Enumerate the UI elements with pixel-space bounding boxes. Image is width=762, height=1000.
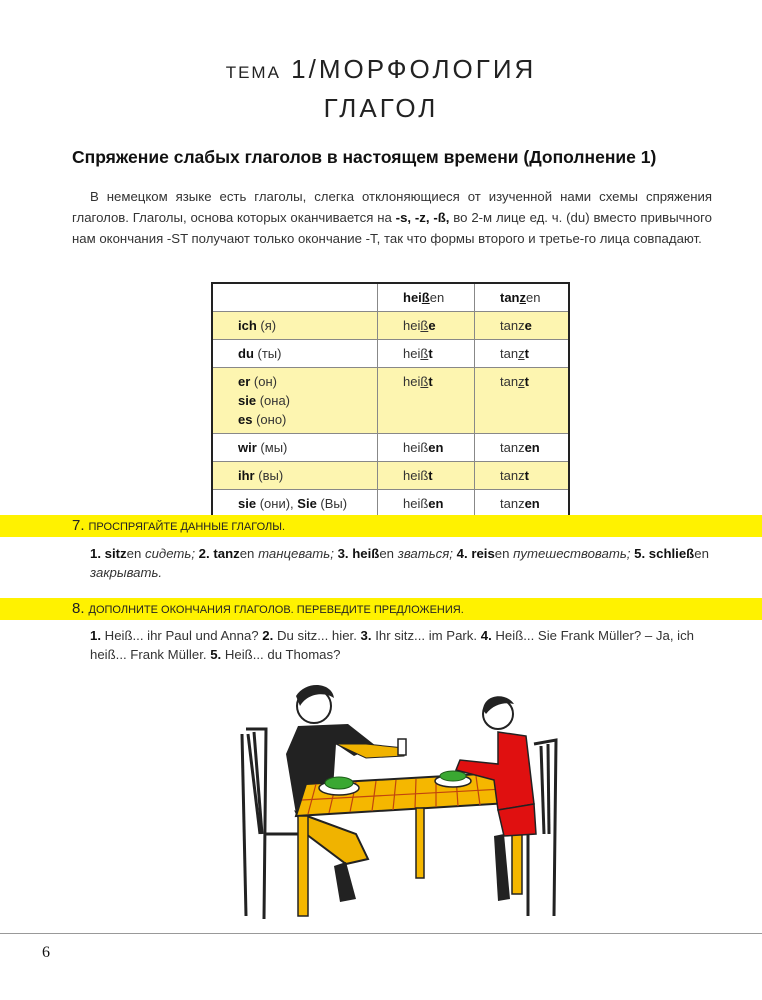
table-header-empty (212, 283, 378, 312)
table-row (212, 434, 569, 462)
title-prefix: ТЕМА (225, 63, 281, 82)
verb-cell (475, 312, 570, 340)
pronoun-ru: (ты) (257, 346, 282, 361)
verb-cell (475, 340, 570, 368)
verb-ending: en (126, 546, 142, 561)
verb-cell (475, 490, 570, 519)
translation: сидеть; (145, 546, 195, 561)
pronoun-ru: (вы) (258, 468, 284, 483)
item-number: 5. (210, 647, 222, 662)
verb-ending: t (428, 374, 433, 389)
pronoun-cell (212, 312, 378, 340)
item-number: 3. (337, 546, 349, 561)
exercise-8-text (90, 626, 710, 664)
verb-stem: tan (500, 374, 519, 389)
exercise-7-item (338, 546, 453, 561)
pronoun-de: er (238, 374, 251, 389)
pronoun-cell (212, 434, 378, 462)
verb-ending: t (524, 346, 529, 361)
verb-ending: en (524, 496, 540, 511)
translation: закрывать. (90, 565, 163, 580)
exercise-7-item (199, 546, 334, 561)
exercise-7-text (90, 544, 710, 582)
title-line2: ГЛАГОЛ (323, 93, 439, 123)
verb-stem: hei (403, 318, 421, 333)
item-number: 2. (198, 546, 210, 561)
exercise-7-item (457, 546, 631, 561)
verb-stem: schließ (648, 546, 695, 561)
verb-stem-final: z (518, 374, 525, 389)
pronoun-ru: (он) (253, 374, 277, 389)
exercise-8-bar (0, 598, 762, 620)
verb-cell (378, 312, 475, 340)
verb-ending: t (524, 468, 529, 483)
table-row (212, 340, 569, 368)
verb-stem: tanz (500, 468, 525, 483)
verb-ending: e (524, 318, 532, 333)
verb-ending: en (428, 496, 444, 511)
verb-cell (475, 368, 570, 434)
verb-ending: e (428, 318, 436, 333)
verb-stem: tan (500, 290, 520, 305)
verb-stem-final: ß (420, 346, 429, 361)
section-heading: Спряжение слабых глаголов в настоящем времени (Дополнение 1) (72, 147, 657, 167)
verb-stem-final: ß (420, 318, 429, 333)
sentence: Heiß... Sie Frank Müller? – Ja, ich heiß... Frank Müller. (90, 628, 695, 662)
item-number: 1. (90, 628, 101, 643)
pronoun-ru: (она) (259, 393, 291, 408)
table-header-verb (378, 283, 475, 312)
exercise-8-number: 8. (72, 600, 85, 617)
verb-cell (475, 462, 570, 490)
pronoun-ru: (Вы) (320, 496, 348, 511)
translation: путешествовать; (513, 546, 631, 561)
pronoun-de: es (238, 412, 253, 427)
exercise-7-item (90, 546, 195, 561)
title-main: 1/МОРФОЛОГИЯ (291, 54, 537, 84)
pronoun-cell (212, 340, 378, 368)
pronoun-de: sie (238, 496, 257, 511)
verb-stem-final: z (518, 346, 525, 361)
pronoun-de: sie (238, 393, 257, 408)
verb-stem-final: ß (421, 290, 430, 305)
verb-stem-final: z (519, 290, 526, 305)
verb-ending: en (379, 546, 395, 561)
exercise-8-item (262, 628, 357, 643)
item-number: 4. (456, 546, 468, 561)
intro-part2: во 2-м лице ед. ч. (du) вместо привычного нам окончания -ST получают только окончание -T, так что формы второго и третье-го лица совпадают. (72, 210, 713, 246)
conjugation-table (211, 282, 570, 519)
exercise-7-bar (0, 515, 762, 537)
verb-ending: en (526, 290, 541, 305)
pronoun-cell (212, 462, 378, 490)
verb-stem: heiß (403, 468, 429, 483)
exercise-7-title: ПРОСПРЯГАЙТЕ ДАННЫЕ ГЛАГОЛЫ. (88, 521, 286, 533)
exercise-7-number: 7. (72, 517, 85, 534)
verb-ending: en (429, 290, 445, 305)
table-header-verb (475, 283, 570, 312)
verb-cell (378, 340, 475, 368)
table-row (212, 312, 569, 340)
item-number: 2. (262, 628, 274, 643)
pronoun-ru: (мы) (260, 440, 288, 455)
verb-stem-final: ß (420, 374, 429, 389)
exercise-8-item (210, 647, 340, 662)
table-row (212, 490, 569, 519)
sentence: Heiß... du Thomas? (224, 647, 341, 662)
pronoun-de: ihr (238, 468, 255, 483)
verb-ending: en (494, 546, 510, 561)
verb-ending: en (524, 440, 540, 455)
item-number: 4. (480, 628, 492, 643)
sentence: Ihr sitz... im Park. (375, 628, 478, 643)
exercise-8-item (361, 628, 478, 643)
verb-cell (378, 462, 475, 490)
verb-stem: heiß (403, 496, 429, 511)
exercise-8-item (90, 628, 259, 643)
verb-cell (378, 434, 475, 462)
illustration-table-scene (236, 684, 566, 924)
verb-cell (378, 368, 475, 434)
verb-stem: tan (500, 346, 519, 361)
pronoun-de: Sie (297, 496, 317, 511)
sentence: Du sitz... hier. (276, 628, 357, 643)
verb-stem: hei (403, 374, 421, 389)
verb-cell (378, 490, 475, 519)
translation: зваться; (397, 546, 453, 561)
verb-stem: heiß (352, 546, 380, 561)
verb-stem: tanz (213, 546, 240, 561)
page-title (0, 54, 762, 125)
verb-stem: tanz (500, 440, 525, 455)
item-number: 1. (90, 546, 101, 561)
pronoun-ru: (оно) (256, 412, 287, 427)
verb-stem: hei (403, 346, 421, 361)
pronoun-ru: (они), (259, 496, 294, 511)
verb-ending: t (524, 374, 529, 389)
footer-rule (0, 933, 762, 934)
verb-ending: en (428, 440, 444, 455)
sentence: Heiß... ihr Paul und Anna? (104, 628, 259, 643)
intro-paragraph (72, 186, 712, 249)
pronoun-ru: (я) (260, 318, 277, 333)
pronoun-cell (212, 368, 378, 434)
intro-endings: -s, -z, -ß, (395, 210, 450, 225)
pronoun-de: du (238, 346, 254, 361)
verb-stem: sitz (104, 546, 127, 561)
verb-stem: hei (403, 290, 422, 305)
exercise-8-title: ДОПОЛНИТЕ ОКОНЧАНИЯ ГЛАГОЛОВ. ПЕРЕВЕДИТЕ ПРЕДЛОЖЕНИЯ. (88, 604, 464, 616)
translation: танцевать; (258, 546, 334, 561)
item-number: 3. (360, 628, 372, 643)
verb-ending: en (694, 546, 709, 561)
verb-stem: heiß (403, 440, 429, 455)
table-row (212, 368, 569, 434)
page-number: 6 (42, 944, 50, 961)
verb-ending: en (239, 546, 255, 561)
pronoun-cell (212, 490, 378, 519)
pronoun-de: wir (238, 440, 257, 455)
item-number: 5. (634, 546, 646, 561)
verb-ending: t (428, 346, 433, 361)
table-header-row (212, 283, 569, 312)
table-row (212, 462, 569, 490)
verb-cell (475, 434, 570, 462)
pronoun-de: ich (238, 318, 257, 333)
verb-stem: tanz (500, 318, 525, 333)
verb-stem: reis (471, 546, 495, 561)
verb-ending: t (428, 468, 433, 483)
verb-stem: tanz (500, 496, 525, 511)
intro-part1: В немецком языке есть глаголы, слегка отклоняющиеся от изученной нами схемы спряжения глаголов. Глаголы, основа которых оканчивается на (72, 189, 712, 225)
